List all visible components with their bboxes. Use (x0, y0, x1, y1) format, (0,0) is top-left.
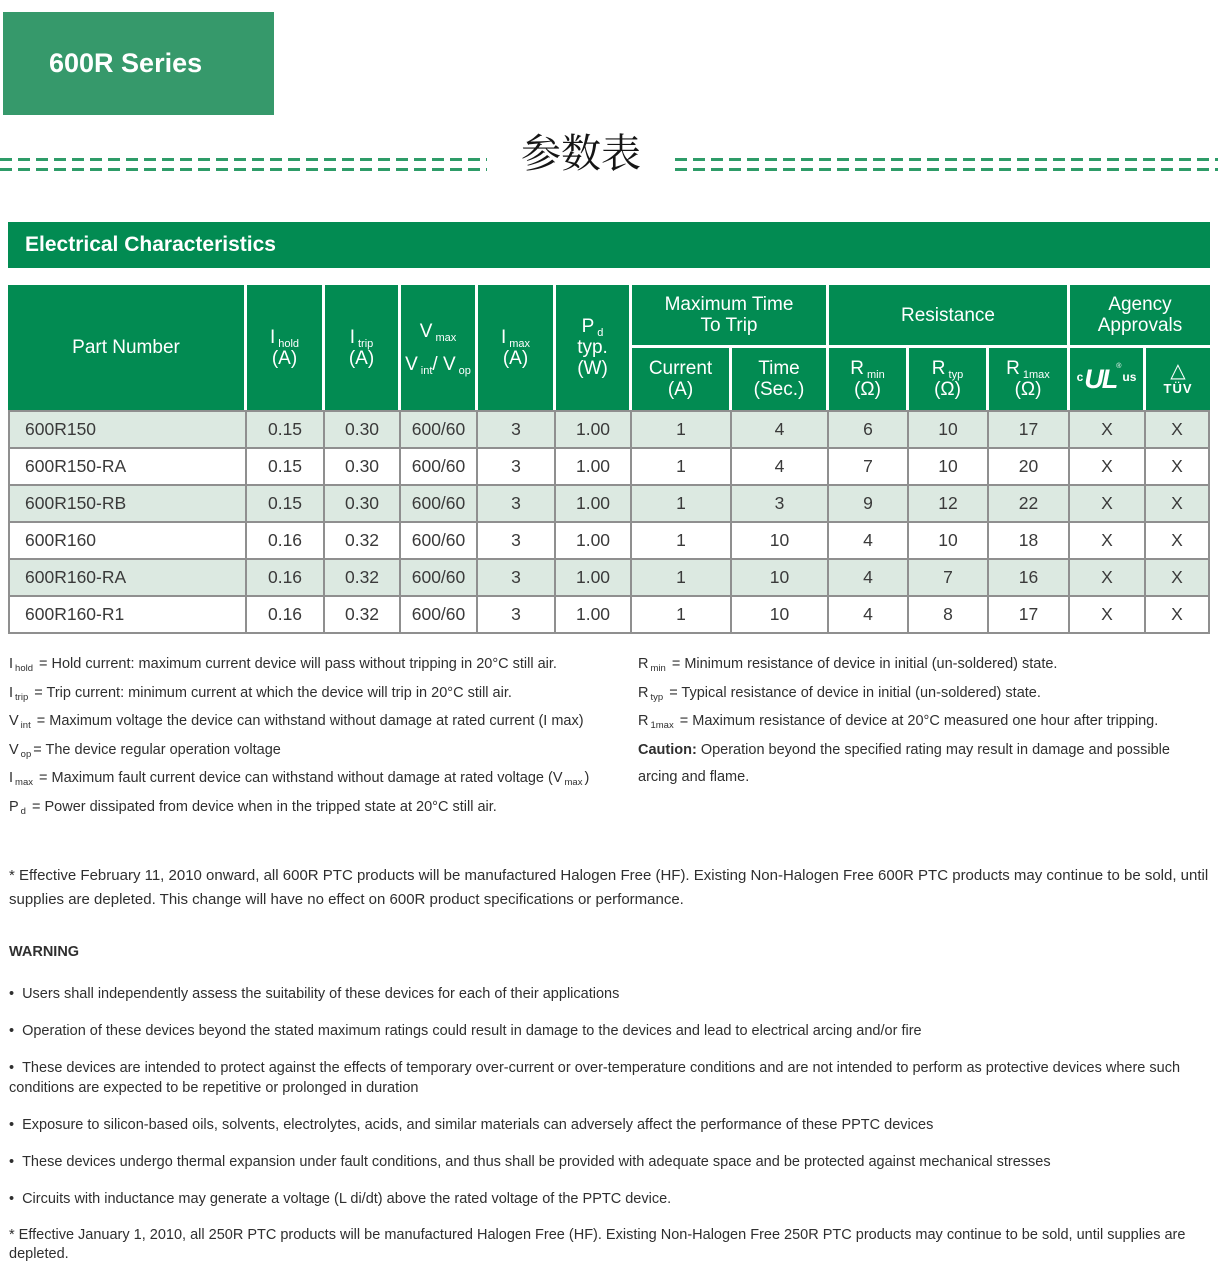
table-cell: 1.00 (556, 486, 632, 521)
series-badge-label: 600R Series (49, 48, 203, 78)
footnote-line: I $_{max}$ = Maximum fault current device can withstand without damage at rated voltage (V $_{max}$ ) (9, 770, 590, 788)
bullet-icon: • (9, 1191, 15, 1207)
table-cell: 1.00 (556, 449, 632, 484)
warning-bullet: • Exposure to silicon-based oils, solvents, electrolytes, acids, and similar materials can adversely affect the performance of these PPTC devices (9, 1117, 934, 1133)
table-cell: 0.30 (325, 412, 401, 447)
table-cell: 600R150-RA (10, 449, 247, 484)
footnote-line: P $_d$ = Power dissipated from device when in the tripped state at 20°C still air. (9, 798, 497, 817)
table-row (10, 558, 1208, 595)
header-cell: I hold (A) (247, 285, 325, 410)
dashed-divider-left (0, 158, 487, 171)
table-cell: 0.32 (325, 560, 401, 595)
table-cell: 10 (909, 523, 989, 558)
header-group-cell: Resistance (829, 285, 1070, 348)
table-row (10, 447, 1208, 484)
table-cell: 3 (478, 560, 556, 595)
table-cell: 7 (909, 560, 989, 595)
table-cell: 3 (478, 449, 556, 484)
table-cell: 0.16 (247, 523, 325, 558)
header-group-cell: Maximum Time To Trip (632, 285, 829, 348)
bullet-icon: • (9, 1117, 15, 1133)
table-cell: X (1171, 604, 1183, 624)
header-cell: Current (A) (632, 348, 732, 410)
table-cell: 10 (732, 523, 829, 558)
header-cell: R 1max (Ω) (989, 348, 1070, 410)
table-cell: 12 (909, 486, 989, 521)
table-cell: X (1171, 456, 1183, 476)
table-cell: 0.30 (325, 486, 401, 521)
dashed-divider-right (675, 158, 1218, 171)
table-cell: 1 (632, 449, 732, 484)
table-cell: X (1070, 412, 1146, 447)
table-cell: 3 (478, 412, 556, 447)
bullet-icon: • (9, 1060, 15, 1076)
header-group-cell: Agency Approvals (1070, 285, 1210, 348)
table-row (10, 484, 1208, 521)
table-cell: 1 (632, 523, 732, 558)
footnote-line: Caution: Operation beyond the specified rating may result in damage and possible arcing and flame. (638, 741, 1170, 785)
table-cell: X (1070, 560, 1146, 595)
table-cell: 16 (989, 560, 1070, 595)
bullet-icon: • (9, 1023, 15, 1039)
table-cell: 1.00 (556, 412, 632, 447)
footnote-line: R $_{typ}$ = Typical resistance of device in initial (un-soldered) state. (638, 684, 1041, 703)
table-cell: X (1171, 567, 1183, 587)
table-cell: 600/60 (401, 486, 478, 521)
title-band (0, 126, 1218, 182)
table-cell: 0.15 (247, 486, 325, 521)
table-cell: 10 (909, 412, 989, 447)
table-cell: X (1070, 449, 1146, 484)
warning-bullet: • Circuits with inductance may generate a voltage (L di/dt) above the rated voltage of the PPTC device. (9, 1191, 672, 1207)
table-cell: X (1070, 597, 1146, 632)
table-cell: 0.15 (247, 449, 325, 484)
table-cell: 1 (632, 412, 732, 447)
table-cell: 600R160-RA (10, 560, 247, 595)
footnotes-right-column (638, 651, 1210, 822)
header-cell: V max V int / V op (401, 285, 478, 410)
table-cell: 600/60 (401, 560, 478, 595)
table-cell: 600R160 (10, 523, 247, 558)
halogen-free-note-600r: * Effective February 11, 2010 onward, all 600R PTC products will be manufactured Halogen Free (HF). Existing Non-Halogen Free 600R PTC products may continue to be sold, until supplies are depleted. This change will have no effect on 600R product specifications or performance. (9, 867, 1209, 908)
table-row (10, 412, 1208, 447)
table-cell: X (1070, 486, 1146, 521)
bullet-icon: • (9, 986, 15, 1002)
table-cell: 600R150-RB (10, 486, 247, 521)
table-cell: 10 (732, 560, 829, 595)
footnote-line: R $_{1max}$ = Maximum resistance of device at 20°C measured one hour after tripping. (638, 713, 1159, 731)
spec-table-body (8, 410, 1210, 634)
tuv-logo: △ TÜV (1163, 360, 1193, 396)
table-cell: 17 (989, 597, 1070, 632)
header-cell: Time (Sec.) (732, 348, 829, 410)
footnote-line: I $_{trip}$ = Trip current: minimum current at which the device will trip in 20°C still air. (9, 684, 512, 703)
table-cell: X (1171, 493, 1183, 513)
header-cell: I trip (A) (325, 285, 401, 410)
footnote-line: V $_{op}$ = The device regular operation voltage (9, 741, 281, 760)
table-cell: 10 (909, 449, 989, 484)
table-cell: 0.32 (325, 597, 401, 632)
table-cell: 3 (478, 486, 556, 521)
table-cell: 1 (632, 597, 732, 632)
table-row (10, 595, 1208, 632)
footnote-line: R $_{min}$ = Minimum resistance of device in initial (un-soldered) state. (638, 656, 1058, 674)
table-cell: X (1171, 530, 1183, 550)
cul-us-logo: c UL ® us (1076, 363, 1137, 394)
table-cell: 22 (989, 486, 1070, 521)
table-cell: 0.30 (325, 449, 401, 484)
header-cell: R min (Ω) (829, 348, 909, 410)
table-cell: 1.00 (556, 523, 632, 558)
header-cell (1070, 348, 1146, 410)
footnote-line: V $_{int}$ = Maximum voltage the device can withstand without damage at rated current (I max) (9, 713, 584, 731)
table-cell: 600/60 (401, 523, 478, 558)
table-cell: 600/60 (401, 597, 478, 632)
table-cell: 600R160-R1 (10, 597, 247, 632)
table-cell: 6 (829, 412, 909, 447)
table-cell: 18 (989, 523, 1070, 558)
series-badge (3, 12, 274, 115)
table-cell: 600/60 (401, 412, 478, 447)
table-cell: 3 (732, 486, 829, 521)
halogen-free-note-250r: * Effective January 1, 2010, all 250R PTC products will be manufactured Halogen Free (HF). Existing Non-Halogen Free 250R PTC products may continue to be sold, until supplies are depleted. (9, 1227, 1186, 1262)
table-cell: 9 (829, 486, 909, 521)
table-cell: 3 (478, 597, 556, 632)
bullet-icon: • (9, 1154, 15, 1170)
header-cell (1146, 348, 1210, 410)
table-cell: 600R150 (10, 412, 247, 447)
table-cell: 4 (732, 449, 829, 484)
section-header-bar (8, 222, 1210, 268)
warning-bullet: • Users shall independently assess the suitability of these devices for each of their applications (9, 986, 620, 1002)
table-cell: 1 (632, 486, 732, 521)
table-cell: 4 (829, 560, 909, 595)
table-cell: 3 (478, 523, 556, 558)
warning-bullet-list (9, 984, 1210, 1209)
warning-bullet: • These devices undergo thermal expansion under fault conditions, and thus shall be provided with adequate space and be protected against mechanical stresses (9, 1154, 1051, 1170)
table-cell: 7 (829, 449, 909, 484)
footnotes (9, 651, 1210, 822)
table-cell: 0.16 (247, 560, 325, 595)
table-cell: 1 (632, 560, 732, 595)
table-cell: 10 (732, 597, 829, 632)
table-cell: 0.16 (247, 597, 325, 632)
footnotes-left-column (9, 651, 638, 822)
table-cell: 17 (989, 412, 1070, 447)
table-cell: 4 (732, 412, 829, 447)
page-title-chinese: 参数表 (521, 131, 641, 177)
header-cell: P d typ. (W) (556, 285, 632, 410)
table-cell: 20 (989, 449, 1070, 484)
warning-bullet: • These devices are intended to protect against the effects of temporary over-current or over-temperature conditions and are not intended to perform as protective devices where such conditions are expected to be repetitive or prolonged in duration (9, 1060, 1181, 1096)
spec-table-header (8, 285, 1210, 410)
header-cell: I max (A) (478, 285, 556, 410)
header-cell: Part Number (8, 285, 247, 410)
table-cell: 1.00 (556, 560, 632, 595)
header-cell: R typ (Ω) (909, 348, 989, 410)
table-row (10, 521, 1208, 558)
table-cell: 8 (909, 597, 989, 632)
section-header-title: Electrical Characteristics (25, 233, 276, 256)
warning-title: WARNING (9, 944, 80, 960)
footnote-line: I $_{hold}$ = Hold current: maximum current device will pass without tripping in 20°C still air. (9, 656, 557, 674)
table-cell: X (1070, 523, 1146, 558)
table-cell: 1.00 (556, 597, 632, 632)
table-cell: 0.15 (247, 412, 325, 447)
bottom-text-block (9, 651, 1210, 1264)
table-cell: 4 (829, 597, 909, 632)
tuv-triangle-icon: △ (1170, 360, 1186, 382)
table-cell: X (1171, 419, 1183, 439)
table-cell: 4 (829, 523, 909, 558)
warning-bullet: • Operation of these devices beyond the stated maximum ratings could result in damage to the devices and lead to electrical arcing and/or fire (9, 1023, 922, 1039)
table-cell: 600/60 (401, 449, 478, 484)
table-cell: 0.32 (325, 523, 401, 558)
